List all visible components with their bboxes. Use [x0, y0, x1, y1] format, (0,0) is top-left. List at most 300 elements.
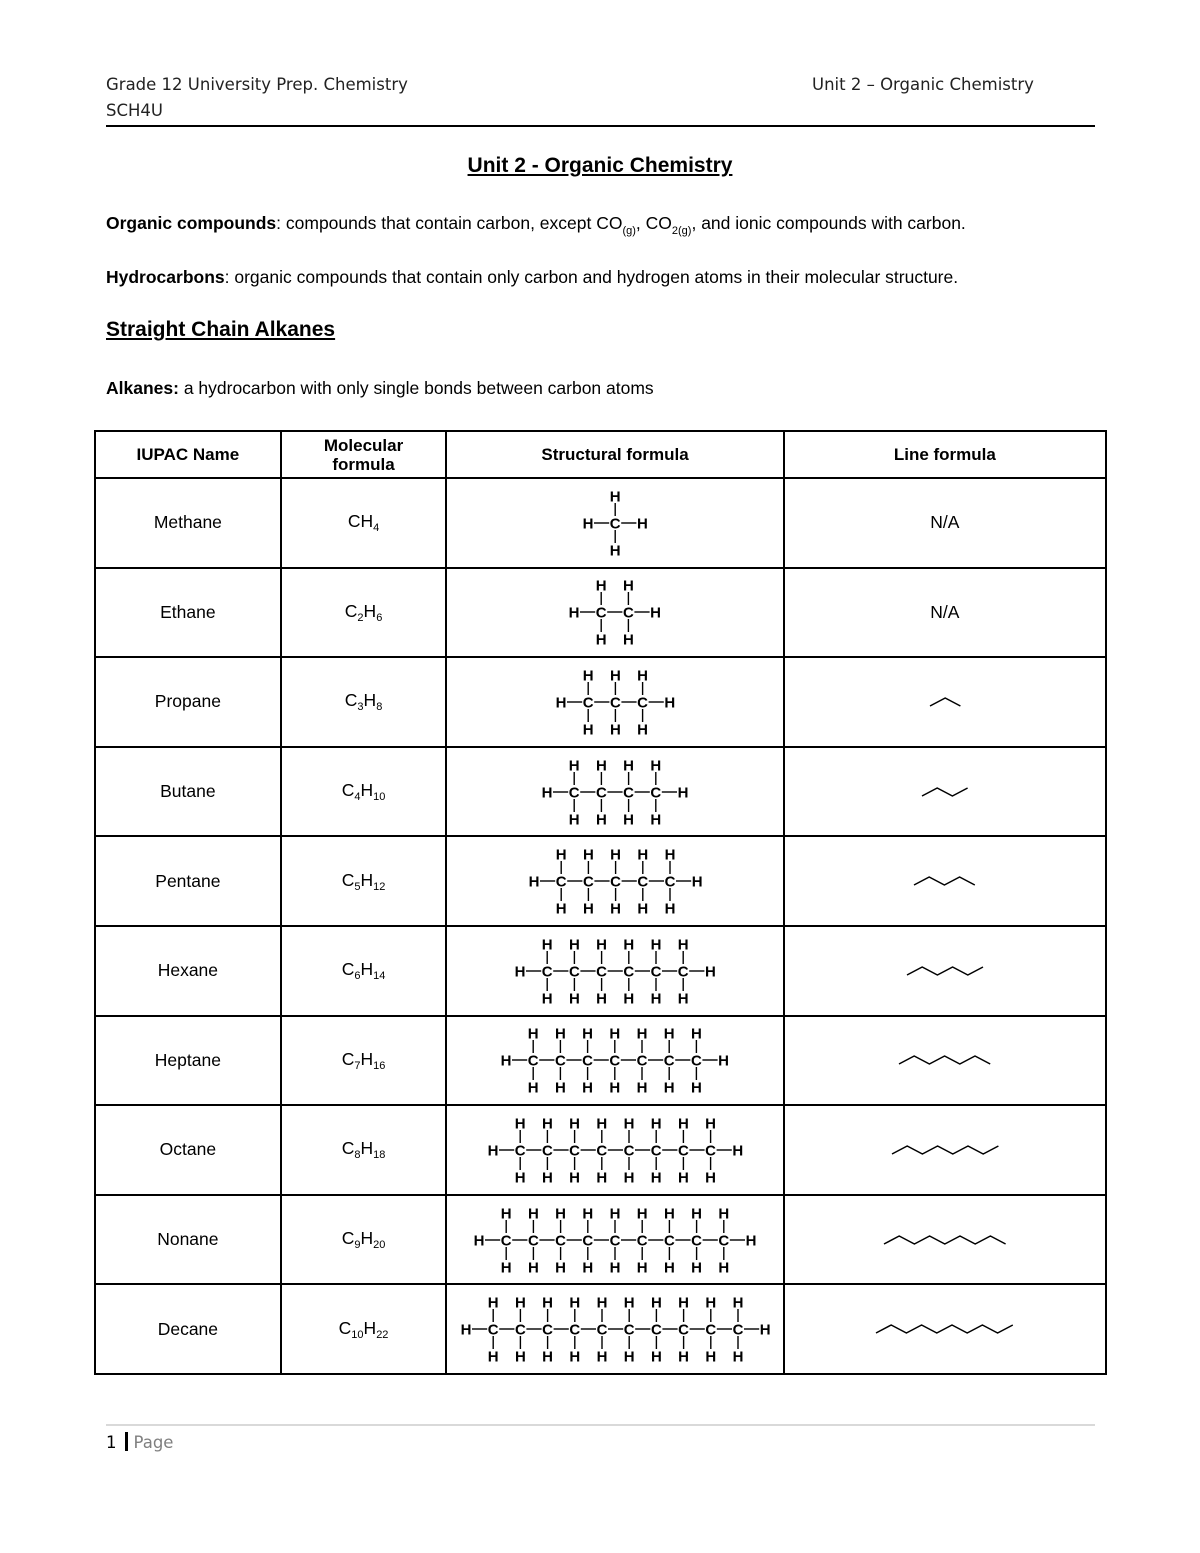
line-formula-diagram — [894, 1045, 995, 1075]
hydrogen-atom: H — [677, 1115, 689, 1133]
carbon-atom: C — [623, 963, 635, 981]
formula-carbon: C — [347, 511, 361, 532]
hydrogen-atom: H — [732, 1348, 743, 1366]
iupac-name-cell: Butane — [95, 747, 281, 837]
hydrogen-atom: H — [623, 1115, 634, 1133]
structural-formula-diagram — [454, 1291, 777, 1367]
hydrogen-atom: H — [636, 667, 648, 685]
carbon-atom: C — [704, 1321, 716, 1339]
hydrogen-atom: H — [677, 1348, 689, 1366]
carbon-atom: C — [664, 1232, 675, 1250]
section-title: Straight Chain Alkanes — [106, 318, 336, 341]
carbon-atom: C — [596, 963, 608, 981]
table-row — [95, 1195, 1106, 1285]
formula-hydrogen: H — [363, 1317, 377, 1338]
header-rule — [106, 125, 1095, 127]
table-row — [95, 926, 1106, 1016]
hydrogen-atom: H — [636, 1205, 648, 1223]
hydrogen-atom: H — [595, 577, 607, 595]
formula-hydrogen: H — [360, 1228, 374, 1249]
hydrogen-atom: H — [650, 1294, 662, 1312]
formula-carbon-count: 9 — [354, 1239, 361, 1252]
hydrogen-atom: H — [541, 1169, 553, 1187]
carbon-atom: C — [704, 1142, 716, 1160]
hydrogen-atom: H — [609, 1079, 621, 1097]
hydrogen-atom: H — [569, 936, 580, 954]
hydrogen-atom: H — [623, 990, 635, 1008]
hydrogen-atom: H — [636, 1079, 648, 1097]
hydrogen-atom: H — [568, 1348, 580, 1366]
structural-formula-cell — [446, 747, 783, 837]
iupac-name-cell: Nonane — [95, 1195, 281, 1285]
carbon-atom: C — [568, 1142, 580, 1160]
footer-rule — [106, 1424, 1095, 1426]
hydrogen-atom: H — [595, 631, 607, 649]
carbon-atom: C — [596, 784, 607, 802]
hydrogen-atom: H — [596, 757, 607, 775]
hydrogen-atom: H — [555, 1025, 566, 1043]
header-molecular-formula: Molecular formula — [281, 431, 447, 478]
hydrogen-atom: H — [487, 1348, 499, 1366]
carbon-atom: C — [623, 1321, 635, 1339]
hydrogen-atom: H — [582, 1079, 594, 1097]
hydrogen-atom: H — [664, 1259, 675, 1277]
molecular-formula-cell — [281, 1105, 447, 1195]
hydrogen-atom: H — [650, 990, 662, 1008]
formula-hydrogen: H — [360, 780, 374, 801]
hydrogen-atom: H — [623, 757, 635, 775]
header-iupac-name: IUPAC Name — [95, 431, 281, 478]
hydrogen-atom: H — [528, 1259, 539, 1277]
hydrogen-atom: H — [568, 1115, 580, 1133]
iupac-name-cell: Octane — [95, 1105, 281, 1195]
formula-hydrogen-count: 8 — [376, 701, 383, 714]
organic-text-b: , CO — [635, 213, 672, 233]
hydrogen-atom: H — [609, 1025, 621, 1043]
page-title: Unit 2 - Organic Chemistry — [467, 154, 733, 177]
formula-carbon: C — [341, 1138, 355, 1159]
hydrogen-atom: H — [609, 900, 621, 918]
line-formula-cell — [784, 1284, 1106, 1374]
hydrogen-atom: H — [691, 1205, 703, 1223]
structural-formula-diagram — [467, 1202, 763, 1278]
hydrogen-atom: H — [541, 990, 553, 1008]
formula-carbon-count: 3 — [357, 701, 364, 714]
table-row — [95, 836, 1106, 926]
hydrogen-atom: H — [759, 1321, 771, 1339]
zigzag-chain — [914, 877, 975, 885]
formula-hydrogen: H — [360, 869, 374, 890]
hydrogen-atom: H — [541, 1348, 553, 1366]
structural-formula-diagram — [549, 664, 682, 740]
line-formula-diagram — [925, 687, 965, 717]
hydrogen-atom: H — [487, 1142, 498, 1160]
zigzag-chain — [892, 1146, 998, 1154]
table-row — [95, 1284, 1106, 1374]
carbon-atom: C — [650, 1321, 662, 1339]
hydrogen-atom: H — [609, 1205, 621, 1223]
molecular-formula-cell — [281, 1195, 447, 1285]
line-formula-cell: N/A — [784, 478, 1106, 568]
line-formula-diagram — [902, 956, 988, 986]
carbon-atom: C — [636, 873, 648, 891]
hydrogen-atom: H — [582, 1025, 594, 1043]
formula-carbon: C — [341, 869, 355, 890]
carbon-atom: C — [691, 1232, 703, 1250]
table-row — [95, 747, 1106, 837]
hydrogen-atom: H — [663, 694, 675, 712]
hydrogen-atom: H — [555, 846, 567, 864]
hydrogen-atom: H — [473, 1232, 485, 1250]
line-formula-diagram — [871, 1314, 1018, 1344]
hydrogen-atom: H — [582, 515, 594, 533]
hydrogen-atom: H — [555, 900, 567, 918]
carbon-atom: C — [623, 604, 634, 622]
organic-term: Organic compounds — [106, 213, 277, 233]
iupac-name-cell: Propane — [95, 657, 281, 747]
carbon-atom: C — [609, 873, 621, 891]
hydrogen-atom: H — [555, 1079, 566, 1097]
carbon-atom: C — [514, 1321, 526, 1339]
carbon-atom: C — [514, 1142, 526, 1160]
line-formula-cell — [784, 1105, 1106, 1195]
table-row — [95, 478, 1106, 568]
hydrogen-atom: H — [650, 811, 662, 829]
page-label: Page — [133, 1433, 174, 1452]
structural-formula-cell — [446, 478, 783, 568]
hydrogen-atom: H — [527, 1025, 539, 1043]
formula-hydrogen: H — [360, 959, 374, 980]
hydrogen-atom: H — [514, 1348, 526, 1366]
line-formula-cell — [784, 657, 1106, 747]
hydrogen-atom: H — [541, 936, 553, 954]
iupac-name-cell: Hexane — [95, 926, 281, 1016]
carbon-atom: C — [582, 1052, 594, 1070]
molecular-formula-cell — [281, 568, 447, 658]
hydrogen-atom: H — [568, 1169, 580, 1187]
formula-carbon: C — [341, 959, 355, 980]
organic-definition — [106, 213, 966, 237]
structural-formula-diagram — [522, 843, 709, 919]
hydrogen-atom: H — [650, 757, 662, 775]
structural-formula-diagram — [494, 1022, 736, 1098]
zigzag-chain — [884, 1236, 1006, 1244]
formula-hydrogen: H — [363, 690, 377, 711]
hydrogen-atom: H — [609, 846, 621, 864]
formula-hydrogen-count: 14 — [373, 970, 386, 983]
hydrogen-atom: H — [596, 936, 608, 954]
hydrogen-atom: H — [623, 936, 635, 954]
hydrogen-atom: H — [718, 1052, 730, 1070]
carbon-atom: C — [636, 1232, 648, 1250]
header-structural-formula: Structural formula — [446, 431, 783, 478]
hydrogen-atom: H — [623, 631, 634, 649]
header-unit: Unit 2 – Organic Chemistry — [812, 75, 1034, 94]
hydrogen-atom: H — [636, 1259, 648, 1277]
alkanes-table — [94, 430, 1107, 1375]
header-code: SCH4U — [106, 101, 163, 120]
molecular-formula-cell — [281, 478, 447, 568]
hydrocarbons-definition — [106, 267, 958, 288]
hydrogen-atom: H — [500, 1052, 512, 1070]
molecular-formula-cell — [281, 1016, 447, 1106]
hydrogen-atom: H — [664, 846, 675, 864]
carbon-atom: C — [582, 873, 594, 891]
carbon-atom: C — [650, 963, 662, 981]
carbon-atom: C — [555, 873, 567, 891]
hydrogen-atom: H — [691, 1259, 703, 1277]
formula-hydrogen-count: 22 — [376, 1328, 389, 1341]
header-line-formula: Line formula — [784, 431, 1106, 478]
hydrogen-atom: H — [528, 873, 539, 891]
organic-text-a: : compounds that contain carbon, except CO — [276, 213, 623, 233]
formula-carbon: C — [341, 1228, 355, 1249]
hydrogen-atom: H — [650, 936, 662, 954]
molecular-formula-cell — [281, 747, 447, 837]
formula-hydrogen-count: 6 — [376, 611, 383, 624]
formula-carbon-count: 10 — [351, 1328, 364, 1341]
structural-formula-cell — [446, 1105, 783, 1195]
hydrogen-atom: H — [663, 1025, 675, 1043]
structural-formula-diagram — [535, 754, 695, 830]
carbon-atom: C — [663, 1052, 675, 1070]
formula-hydrogen: H — [363, 600, 377, 621]
formula-hydrogen-count: 20 — [373, 1239, 386, 1252]
organic-sub-a: (g) — [622, 225, 636, 237]
formula-hydrogen-count: 10 — [373, 791, 386, 804]
hydrogen-atom: H — [664, 900, 675, 918]
hydrogen-atom: H — [555, 1205, 567, 1223]
hydrogen-atom: H — [582, 846, 594, 864]
carbon-atom: C — [569, 963, 580, 981]
hydrogen-atom: H — [596, 990, 608, 1008]
carbon-atom: C — [609, 515, 621, 533]
table-row — [95, 568, 1106, 658]
alkanes-text: a hydrocarbon with only single bonds between carbon atoms — [178, 378, 654, 398]
formula-carbon-count: 5 — [354, 880, 361, 893]
hydrogen-atom: H — [595, 1115, 607, 1133]
carbon-atom: C — [623, 784, 635, 802]
carbon-atom: C — [582, 694, 594, 712]
line-formula-diagram — [917, 777, 973, 807]
carbon-atom: C — [732, 1321, 743, 1339]
hydrogen-atom: H — [650, 1169, 662, 1187]
hydrogen-atom: H — [691, 1025, 702, 1043]
hydrogen-atom: H — [732, 1294, 743, 1312]
formula-carbon-count: 6 — [354, 970, 361, 983]
iupac-name-cell: Pentane — [95, 836, 281, 926]
zigzag-chain — [876, 1325, 1013, 1333]
carbon-atom: C — [609, 1052, 621, 1070]
hydrocarbons-term: Hydrocarbons — [106, 267, 225, 287]
iupac-name-cell: Ethane — [95, 568, 281, 658]
line-formula-diagram — [879, 1225, 1011, 1255]
hydrogen-atom: H — [623, 1348, 635, 1366]
formula-carbon-count: 7 — [354, 1059, 361, 1072]
hydrogen-atom: H — [528, 1205, 539, 1223]
hydrogen-atom: H — [582, 667, 594, 685]
carbon-atom: C — [595, 604, 607, 622]
carbon-atom: C — [650, 784, 662, 802]
table-body — [95, 478, 1106, 1374]
carbon-atom: C — [555, 1052, 566, 1070]
hydrogen-atom: H — [582, 721, 594, 739]
carbon-atom: C — [691, 1052, 702, 1070]
carbon-atom: C — [568, 1321, 580, 1339]
structural-formula-cell — [446, 1284, 783, 1374]
hydrogen-atom: H — [731, 1142, 743, 1160]
hydrogen-atom: H — [650, 1348, 662, 1366]
page-number: 1 — [106, 1433, 117, 1452]
hydrogen-atom: H — [500, 1205, 512, 1223]
carbon-atom: C — [677, 963, 689, 981]
hydrogen-atom: H — [664, 1205, 675, 1223]
line-formula-cell — [784, 926, 1106, 1016]
footer-divider — [125, 1432, 128, 1451]
hydrogen-atom: H — [636, 1025, 648, 1043]
carbon-atom: C — [664, 873, 675, 891]
formula-carbon-count: 4 — [354, 791, 361, 804]
organic-text-c: , and ionic compounds with carbon. — [691, 213, 966, 233]
formula-carbon: C — [344, 600, 358, 621]
hydrogen-atom: H — [514, 1294, 526, 1312]
line-formula-cell — [784, 747, 1106, 837]
structural-formula-diagram — [576, 485, 654, 561]
carbon-atom: C — [609, 1232, 621, 1250]
carbon-atom: C — [555, 1232, 567, 1250]
carbon-atom: C — [541, 963, 553, 981]
carbon-atom: C — [541, 1142, 553, 1160]
carbon-atom: C — [677, 1321, 689, 1339]
iupac-name-cell: Decane — [95, 1284, 281, 1374]
hydrogen-atom: H — [527, 1079, 539, 1097]
formula-hydrogen-count: 4 — [373, 522, 380, 535]
iupac-name-cell: Methane — [95, 478, 281, 568]
footer — [106, 1432, 173, 1452]
carbon-atom: C — [596, 1321, 607, 1339]
formula-carbon-count: 8 — [354, 1149, 361, 1162]
carbon-atom: C — [527, 1052, 539, 1070]
zigzag-chain — [930, 698, 960, 706]
table-row — [95, 1105, 1106, 1195]
hydrogen-atom: H — [636, 846, 648, 864]
alkanes-definition — [106, 378, 654, 399]
hydrogen-atom: H — [582, 900, 594, 918]
hydrogen-atom: H — [677, 990, 689, 1008]
structural-formula-cell — [446, 568, 783, 658]
molecular-formula-cell — [281, 657, 447, 747]
hydrogen-atom: H — [637, 515, 648, 533]
carbon-atom: C — [541, 1321, 553, 1339]
formula-carbon: C — [344, 690, 358, 711]
formula-hydrogen: H — [360, 1138, 374, 1159]
formula-carbon: C — [341, 1048, 355, 1069]
hydrogen-atom: H — [582, 1205, 594, 1223]
hydrogen-atom: H — [609, 721, 621, 739]
molecular-formula-cell — [281, 1284, 447, 1374]
table-row — [95, 1016, 1106, 1106]
molecular-formula-cell — [281, 836, 447, 926]
hydrogen-atom: H — [555, 1259, 567, 1277]
hydrogen-atom: H — [596, 1294, 607, 1312]
iupac-name-cell: Heptane — [95, 1016, 281, 1106]
structural-formula-cell — [446, 1016, 783, 1106]
hydrogen-atom: H — [636, 721, 648, 739]
line-formula-diagram — [909, 866, 980, 896]
hydrogen-atom: H — [691, 873, 703, 891]
structural-formula-diagram — [562, 574, 668, 650]
structural-formula-cell — [446, 836, 783, 926]
hydrogen-atom: H — [514, 1169, 526, 1187]
hydrogen-atom: H — [500, 1259, 512, 1277]
hydrogen-atom: H — [541, 784, 553, 802]
hydrogen-atom: H — [705, 963, 716, 981]
formula-hydrogen-count: 18 — [373, 1149, 386, 1162]
carbon-atom: C — [609, 694, 621, 712]
hydrogen-atom: H — [704, 1169, 716, 1187]
hydrogen-atom: H — [623, 1169, 634, 1187]
hydrogen-atom: H — [609, 542, 621, 560]
hydrogen-atom: H — [609, 1259, 621, 1277]
carbon-atom: C — [595, 1142, 607, 1160]
hydrogen-atom: H — [568, 604, 580, 622]
structural-formula-diagram — [508, 933, 722, 1009]
line-formula-cell — [784, 1195, 1106, 1285]
hydrogen-atom: H — [650, 1115, 662, 1133]
carbon-atom: C — [582, 1232, 594, 1250]
hydrogen-atom: H — [718, 1259, 730, 1277]
hydrogen-atom: H — [514, 963, 526, 981]
zigzag-chain — [907, 967, 983, 975]
hydrogen-atom: H — [595, 1169, 607, 1187]
hydrogen-atom: H — [514, 1115, 526, 1133]
formula-hydrogen-count: 16 — [373, 1059, 386, 1072]
hydrogen-atom: H — [745, 1232, 757, 1250]
hydrogen-atom: H — [596, 1348, 607, 1366]
zigzag-chain — [899, 1056, 990, 1064]
hydrogen-atom: H — [704, 1115, 716, 1133]
formula-hydrogen: H — [360, 511, 374, 532]
hydrogen-atom: H — [677, 936, 689, 954]
table-row — [95, 657, 1106, 747]
hydrogen-atom: H — [677, 1169, 689, 1187]
hydrogen-atom: H — [568, 757, 580, 775]
carbon-atom: C — [718, 1232, 730, 1250]
carbon-atom: C — [636, 1052, 648, 1070]
carbon-atom: C — [677, 1142, 689, 1160]
hydrogen-atom: H — [609, 667, 621, 685]
formula-hydrogen: H — [360, 1048, 374, 1069]
carbon-atom: C — [528, 1232, 539, 1250]
hydrogen-atom: H — [487, 1294, 499, 1312]
formula-hydrogen-count: 12 — [373, 880, 386, 893]
hydrogen-atom: H — [568, 1294, 580, 1312]
hydrogen-atom: H — [677, 784, 689, 802]
carbon-atom: C — [500, 1232, 512, 1250]
hydrogen-atom: H — [460, 1321, 471, 1339]
structural-formula-cell — [446, 657, 783, 747]
hydrogen-atom: H — [623, 1294, 635, 1312]
carbon-atom: C — [487, 1321, 499, 1339]
hydrogen-atom: H — [568, 811, 580, 829]
structural-formula-cell — [446, 1195, 783, 1285]
organic-sub-b: 2(g) — [671, 225, 692, 237]
hydrogen-atom: H — [704, 1294, 716, 1312]
hydrocarbons-text: : organic compounds that contain only carbon and hydrogen atoms in their molecular structure. — [224, 267, 959, 287]
formula-carbon: C — [338, 1317, 352, 1338]
carbon-atom: C — [623, 1142, 634, 1160]
line-formula-diagram — [887, 1135, 1003, 1165]
